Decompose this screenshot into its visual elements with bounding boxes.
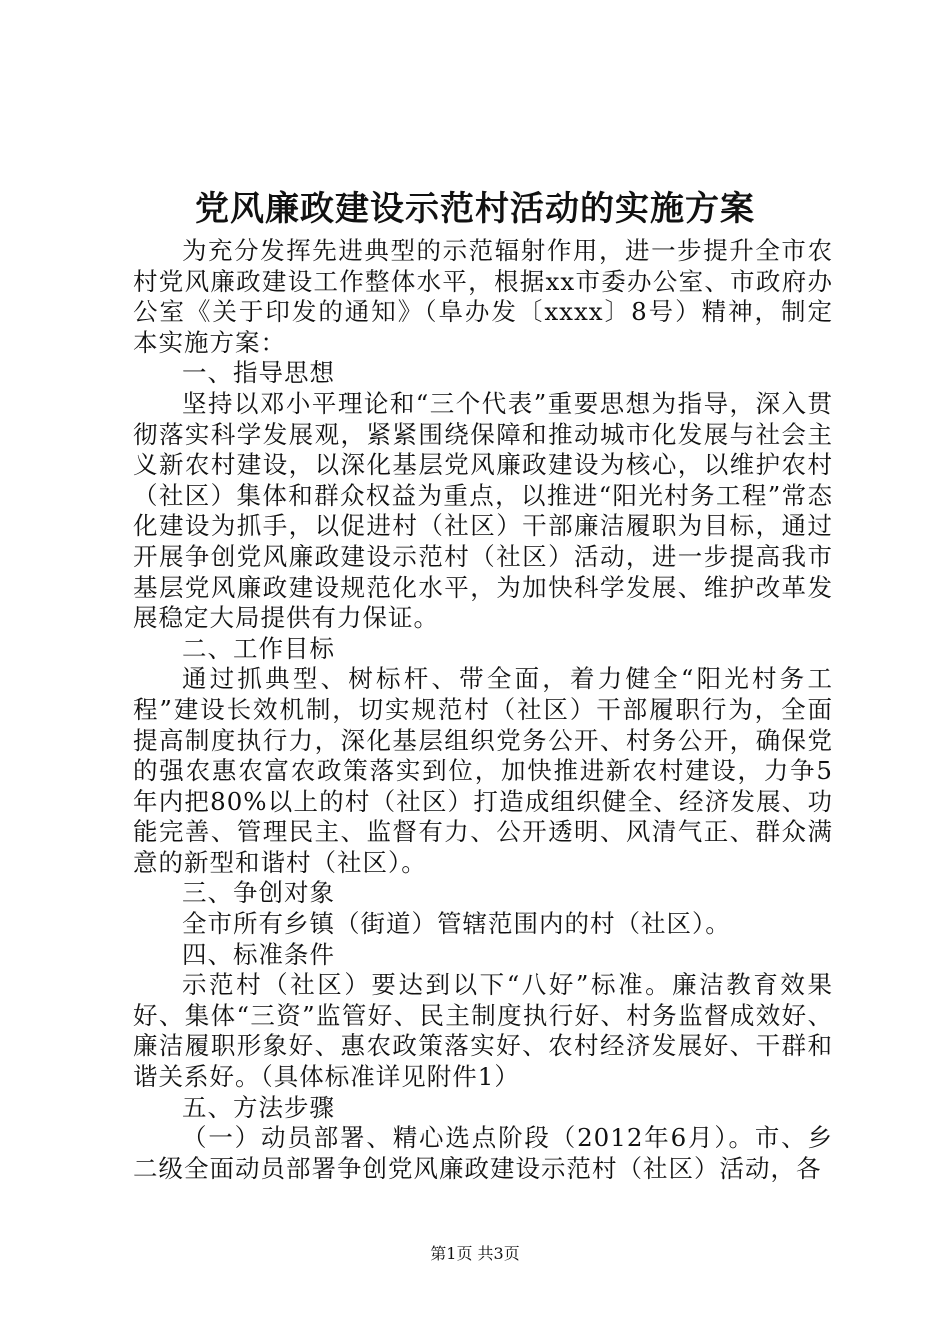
section-heading-steps: 五、方法步骤 bbox=[182, 1092, 335, 1122]
section-heading-targets: 三、争创对象 bbox=[182, 878, 335, 908]
page-number-footer: 第1页 共3页 bbox=[430, 1244, 520, 1263]
intro-paragraph: 为充分发挥先进典型的示范辐射作用，进一步提升全市农村党风廉政建设工作整体水平，根据xx市委办公室、市政府办公室《关于印发的通知》（阜办发〔xxxx〕8号）精神，制定本实施方案： bbox=[133, 236, 833, 357]
document-title: 党风廉政建设示范村活动的实施方案 bbox=[195, 189, 755, 229]
document-body bbox=[133, 236, 833, 1184]
section-heading-guiding-thought: 一、指导思想 bbox=[182, 358, 335, 388]
standards-paragraph: 示范村（社区）要达到以下“八好”标准。廉洁教育效果好、集体“三资”监管好、民主制度执行好、村务监督成效好、廉洁履职形象好、惠农政策落实好、农村经济发展好、干群和谐关系好。（具体标准详见附件1） bbox=[133, 970, 833, 1092]
steps-paragraph: （一）动员部署、精心选点阶段（2012年6月）。市、乡二级全面动员部署争创党风廉政建设示范村（社区）活动，各 bbox=[133, 1123, 833, 1183]
guiding-thought-paragraph: 坚持以邓小平理论和“三个代表”重要思想为指导，深入贯彻落实科学发展观，紧紧围绕保障和推动城市化发展与社会主义新农村建设，以深化基层党风廉政建设为核心，以维护农村（社区）集体和群众权益为重点，以推进“阳光村务工程”常态化建设为抓手，以促进村（社区）干部廉洁履职为目标，通过开展争创党风廉政建设示范村（社区）活动，进一步提高我市基层党风廉政建设规范化水平，为加快科学发展、维护改革发展稳定大局提供有力保证。 bbox=[133, 388, 833, 633]
work-goals-paragraph: 通过抓典型、树标杆、带全面，着力健全“阳光村务工程”建设长效机制，切实规范村（社区）干部履职行为，全面提高制度执行力，深化基层组织党务公开、村务公开，确保党的强农惠农富农政策落实到位，加快推进新农村建设，力争5年内把80%以上的村（社区）打造成组织健全、经济发展、功能完善、管理民主、监督有力、公开透明、风清气正、群众满意的新型和谐村（社区）。 bbox=[133, 664, 833, 877]
targets-paragraph: 全市所有乡镇（街道）管辖范围内的村（社区）。 bbox=[182, 909, 731, 939]
section-heading-work-goals: 二、工作目标 bbox=[182, 633, 335, 663]
section-heading-standards: 四、标准条件 bbox=[182, 939, 335, 969]
